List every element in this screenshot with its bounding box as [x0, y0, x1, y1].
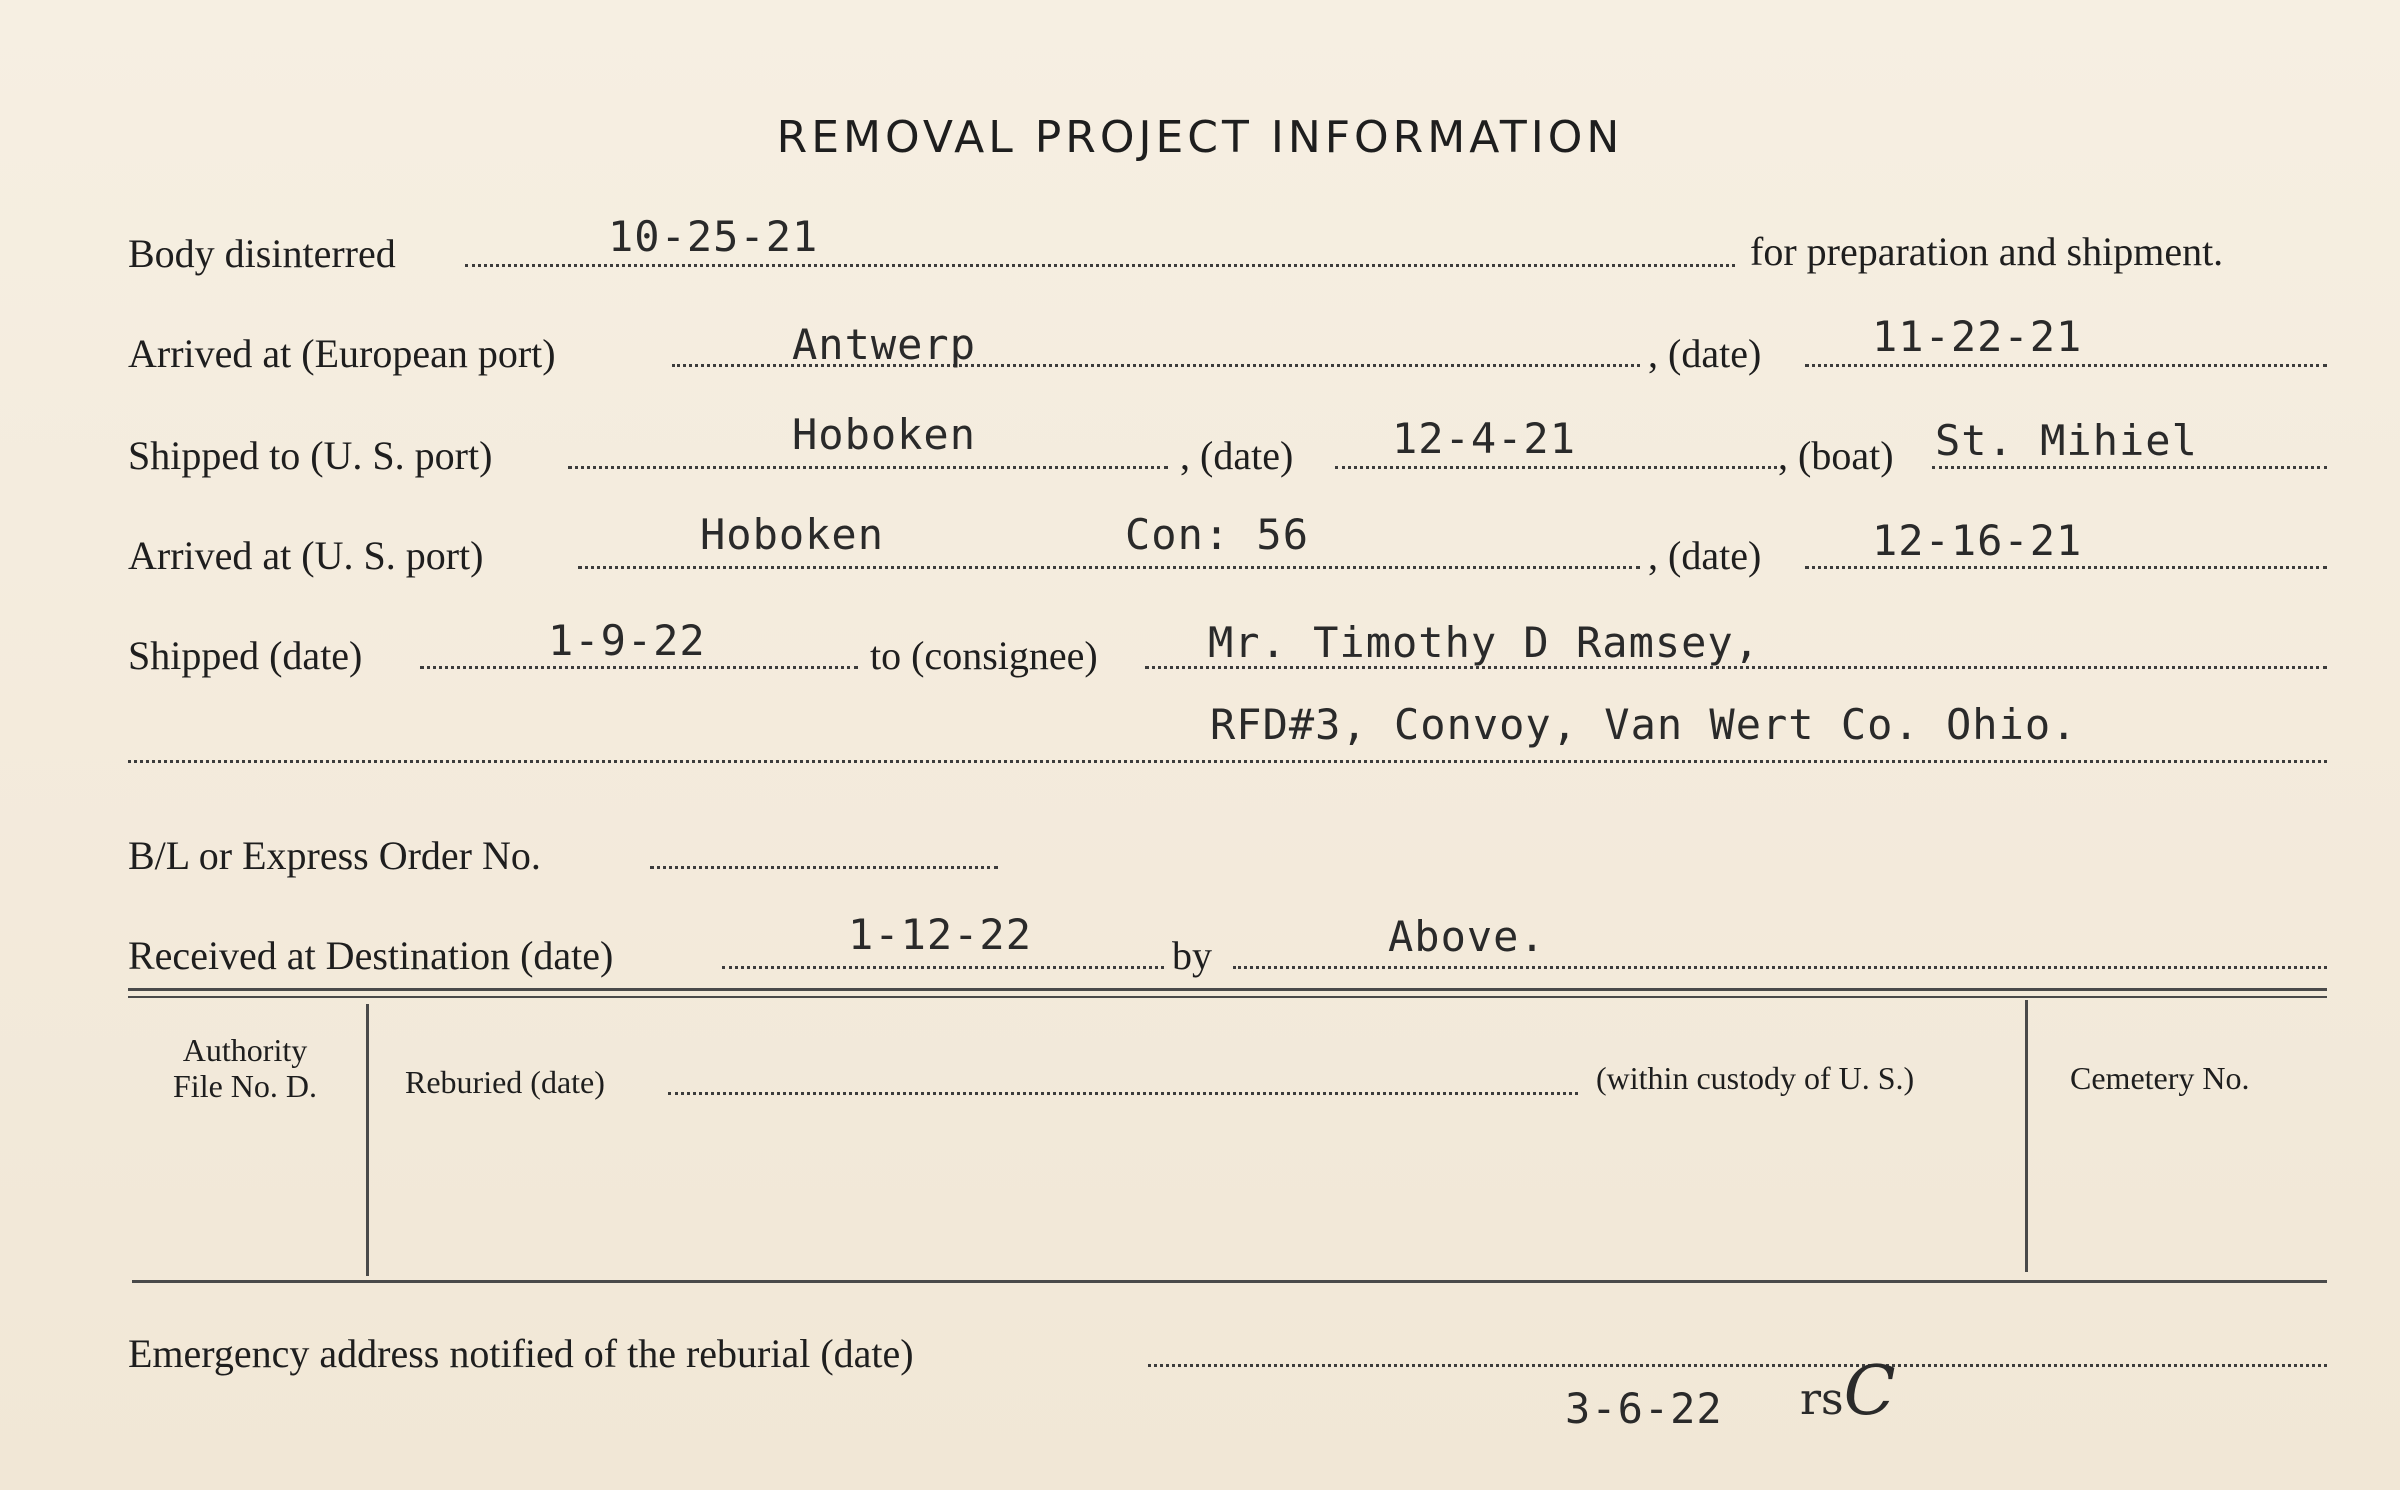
label-cemetery-no: Cemetery No. — [2070, 1060, 2250, 1096]
dotted-line — [722, 966, 1164, 969]
label-arrived-us: Arrived at (U. S. port) — [128, 533, 484, 578]
dotted-line — [1932, 466, 2327, 469]
dotted-line — [1805, 566, 2327, 569]
value-consignee-address: RFD#3, Convoy, Van Wert Co. Ohio. — [1210, 700, 2078, 749]
initials-large: C — [1843, 1352, 1896, 1431]
form-title: REMOVAL PROJECT INFORMATION — [776, 112, 1624, 163]
label-shipped-to-us: Shipped to (U. S. port) — [128, 433, 493, 478]
value-boat: St. Mihiel — [1935, 416, 2198, 465]
value-disinterred-date: 10-25-21 — [608, 212, 819, 261]
label-by: by — [1172, 933, 1212, 978]
dotted-line — [1233, 966, 2327, 969]
value-european-port: Antwerp — [792, 320, 977, 369]
value-us-port-arrived: Hoboken — [700, 510, 885, 559]
label-shipped-date: Shipped (date) — [128, 633, 363, 678]
box-top-rule-inner — [128, 996, 2327, 998]
label-within-custody: (within custody of U. S.) — [1596, 1060, 1915, 1096]
value-received-by: Above. — [1388, 912, 1546, 961]
label-received-destination: Received at Destination (date) — [128, 933, 614, 978]
value-shipped-date: 12-4-21 — [1392, 414, 1577, 463]
box-bottom-rule — [132, 1280, 2327, 1283]
value-consignee-shipped-date: 1-9-22 — [548, 616, 706, 665]
dotted-line — [568, 466, 1168, 469]
dotted-line — [668, 1092, 1578, 1095]
value-arrived-date: 12-16-21 — [1872, 516, 2083, 565]
value-us-port-shipped: Hoboken — [792, 410, 977, 459]
label-date: , (date) — [1648, 331, 1762, 376]
box-top-rule — [128, 988, 2327, 991]
box-divider-right — [2025, 1000, 2028, 1272]
dotted-line — [128, 760, 2327, 763]
dotted-line — [465, 264, 1735, 267]
label-boat: , (boat) — [1778, 433, 1894, 478]
value-emergency-date: 3-6-22 — [1565, 1384, 1723, 1433]
value-consignee-name: Mr. Timothy D Ramsey, — [1208, 618, 1761, 667]
label-body-disinterred: Body disinterred — [128, 231, 396, 276]
box-divider-left — [366, 1004, 369, 1276]
label-date: , (date) — [1648, 533, 1762, 578]
initials-signature — [1800, 1352, 1896, 1431]
label-emergency: Emergency address notified of the reburial (date) — [128, 1331, 914, 1376]
dotted-line — [1805, 364, 2327, 367]
label-authority-line1: Authority — [182, 1032, 308, 1068]
dotted-line — [1335, 466, 1777, 469]
label-authority — [135, 1032, 355, 1104]
label-reburied: Reburied (date) — [405, 1064, 605, 1100]
dotted-line — [578, 566, 1640, 569]
label-authority-line2: File No. D. — [173, 1068, 317, 1104]
label-for-preparation: for preparation and shipment. — [1750, 229, 2224, 274]
initials-small: rs — [1800, 1374, 1844, 1425]
label-date: , (date) — [1180, 433, 1294, 478]
label-to-consignee: to (consignee) — [870, 633, 1098, 678]
label-arrived-european: Arrived at (European port) — [128, 331, 556, 376]
value-con: Con: 56 — [1125, 510, 1310, 559]
value-european-date: 11-22-21 — [1872, 312, 2083, 361]
dotted-line — [420, 666, 858, 669]
value-received-date: 1-12-22 — [848, 910, 1033, 959]
dotted-line — [650, 866, 998, 869]
dotted-line — [1148, 1364, 2327, 1367]
label-bl-order: B/L or Express Order No. — [128, 833, 541, 878]
